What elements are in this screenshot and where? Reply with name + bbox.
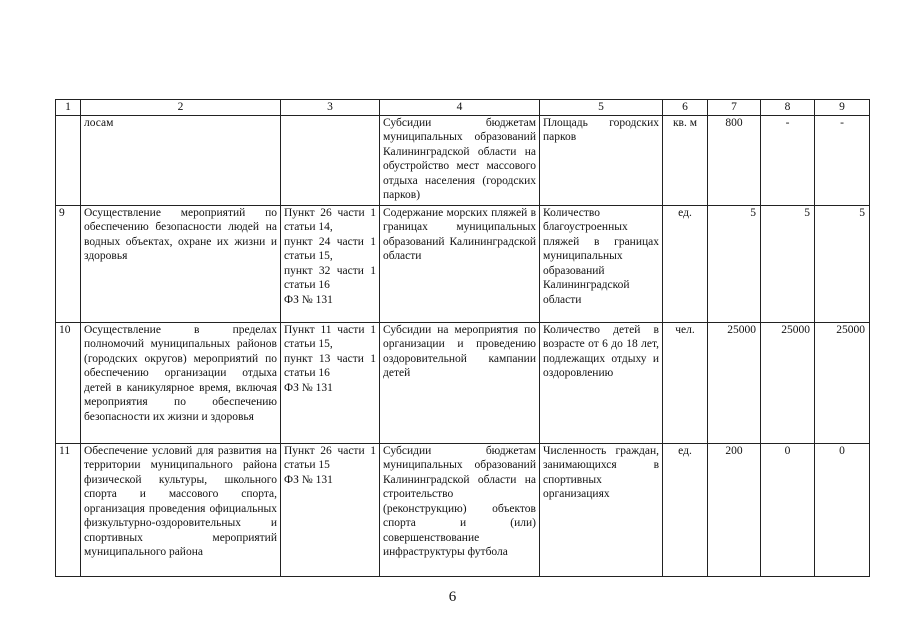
row-value-8: 0 xyxy=(761,443,815,576)
row-measure: Субсидии на мероприятия по организации и проведению оздоровительной кампании детей xyxy=(380,322,540,443)
row-value-9: 25000 xyxy=(815,322,870,443)
row-value-9: 0 xyxy=(815,443,870,576)
col-header-1: 1 xyxy=(56,100,81,116)
row-number xyxy=(56,115,81,205)
row-measure: Содержание морских пляжей в границах муниципальных образований Калининградской области xyxy=(380,205,540,322)
row-indicator: Численность граждан, занимающихся в спортивных организациях xyxy=(540,443,663,576)
row-unit: ед. xyxy=(663,443,708,576)
row-basis: Пункт 26 части 1 статьи 14, пункт 24 части 1 статьи 15, пункт 32 части 1 статьи 16 ФЗ № 131 xyxy=(284,206,376,306)
row-value-9: 5 xyxy=(815,205,870,322)
data-table xyxy=(55,99,870,577)
row-value-8: 5 xyxy=(761,205,815,322)
col-header-4: 4 xyxy=(380,100,540,116)
row-number: 10 xyxy=(56,322,81,443)
row-indicator: Площадь городских парков xyxy=(540,115,663,205)
row-number: 9 xyxy=(56,205,81,322)
row-unit: ед. xyxy=(663,205,708,322)
row-value-8: - xyxy=(761,115,815,205)
col-header-5: 5 xyxy=(540,100,663,116)
row-number: 11 xyxy=(56,443,81,576)
row-measure: Субсидии бюджетам муниципальных образований Калининградской области на обустройство мест массового отдыха населения (городских парков) xyxy=(380,115,540,205)
col-header-2: 2 xyxy=(81,100,281,116)
row-value-8: 25000 xyxy=(761,322,815,443)
table-row xyxy=(56,322,870,443)
row-value-7: 200 xyxy=(708,443,761,576)
row-value-7: 25000 xyxy=(708,322,761,443)
table-row xyxy=(56,443,870,576)
col-header-8: 8 xyxy=(761,100,815,116)
row-name: Осуществление в пределах полномочий муниципальных районов (городских округов) мероприятий по обеспечению организации отдыха детей в каникулярное время, включая мероприятия по обеспечению безопасности их жизни и здоровья xyxy=(81,322,281,443)
col-header-3: 3 xyxy=(281,100,380,116)
row-unit: кв. м xyxy=(663,115,708,205)
row-basis: Пункт 26 части 1 статьи 15 ФЗ № 131 xyxy=(284,444,376,486)
row-unit: чел. xyxy=(663,322,708,443)
table-row xyxy=(56,205,870,322)
row-value-9: - xyxy=(815,115,870,205)
row-value-7: 800 xyxy=(708,115,761,205)
table-row xyxy=(56,115,870,205)
row-measure: Субсидии бюджетам муниципальных образований Калининградской области на строительство (реконструкцию) объектов спорта и (или) совершенствование инфраструктуры футбола xyxy=(380,443,540,576)
row-name: Осуществление мероприятий по обеспечению безопасности людей на водных объектах, охране их жизни и здоровья xyxy=(81,205,281,322)
row-indicator: Количество детей в возрасте от 6 до 18 лет, подлежащих отдыху и оздоровлению xyxy=(540,322,663,443)
row-basis: Пункт 11 части 1 статьи 15, пункт 13 части 1 статьи 16 ФЗ № 131 xyxy=(284,323,376,394)
col-header-7: 7 xyxy=(708,100,761,116)
page-number: 6 xyxy=(448,589,457,605)
col-header-6: 6 xyxy=(663,100,708,116)
row-name: Обеспечение условий для развития на территории муниципального района физической культуры, школьного спорта и массового спорта, организация проведения официальных физкультурно-оздоровительных и спортивных мероприятий муниципального района xyxy=(81,443,281,576)
row-value-7: 5 xyxy=(708,205,761,322)
header-row xyxy=(56,100,870,116)
row-indicator: Количество благоустроенных пляжей в границах муниципальных образований Калининградской области xyxy=(540,205,663,322)
row-name: лосам xyxy=(81,115,281,205)
col-header-9: 9 xyxy=(815,100,870,116)
